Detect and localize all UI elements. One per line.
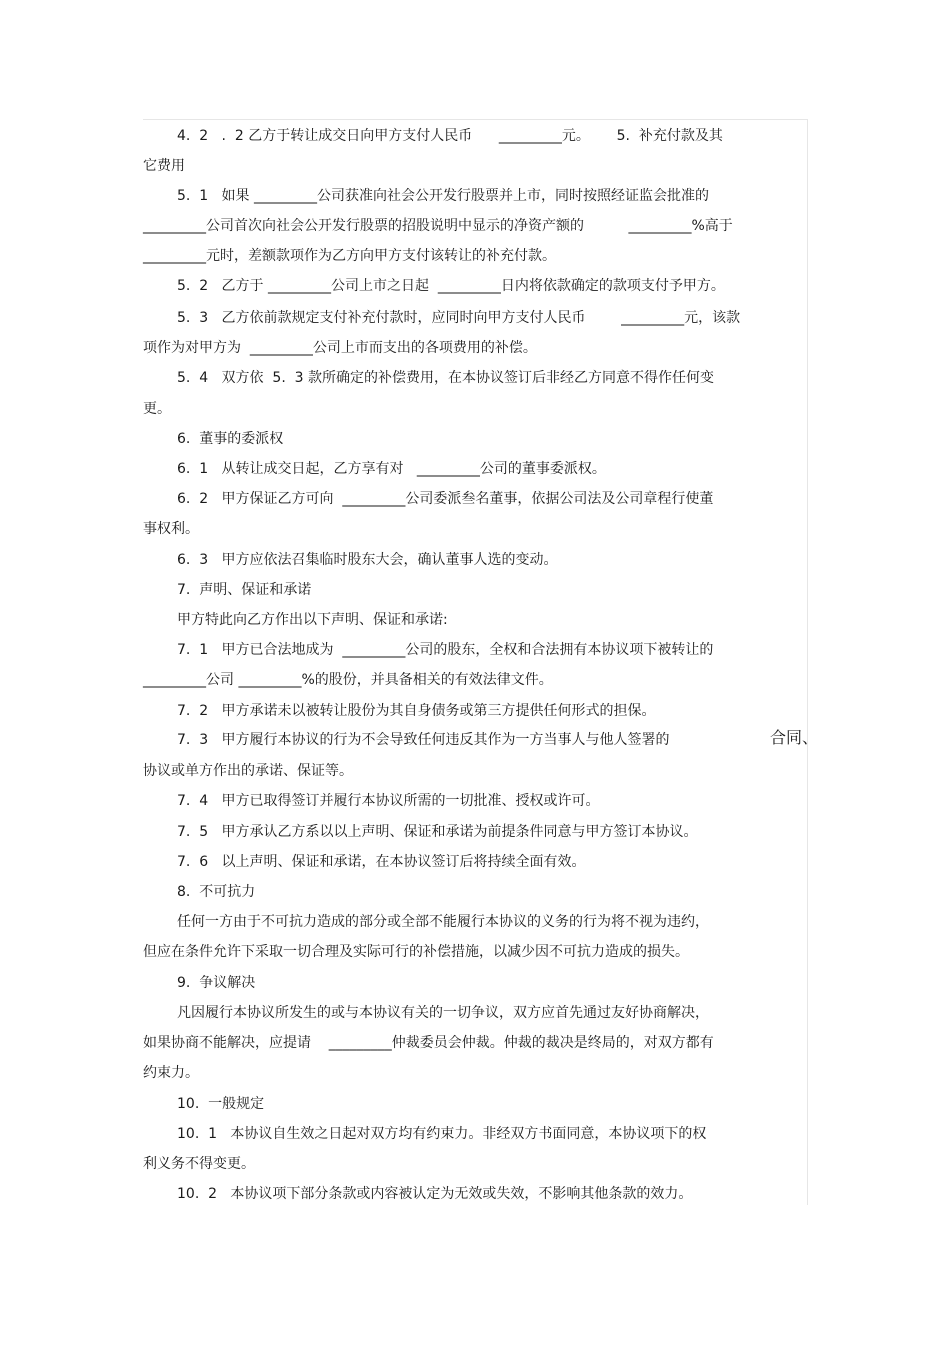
text-line: 7. 3 甲方履行本协议的行为不会导致任何违反其作为一方当事人与他人签署的	[177, 732, 670, 748]
text-line: 5. 3 乙方依前款规定支付补充付款时，应同时向甲方支付人民币 _________元，该款	[177, 310, 741, 326]
text-line: 7. 4 甲方已取得签订并履行本协议所需的一切批准、授权或许可。	[177, 793, 600, 809]
text-line: 但应在条件允许下采取一切合理及实际可行的补偿措施，以减少因不可抗力造成的损失。	[143, 944, 689, 960]
text-line: 7. 1 甲方已合法地成为 _________公司的股东，全权和合法拥有本协议项下被转让的	[177, 642, 714, 658]
text-line: 协议或单方作出的承诺、保证等。	[143, 763, 353, 779]
text-line: _________公司首次向社会公开发行股票的招股说明中显示的净资产额的 _________%高于	[143, 218, 733, 234]
text-line: 4. 2 . 2 乙方于转让成交日向甲方支付人民币 _________元。 5. 补充付款及其	[177, 128, 723, 144]
text-line: 5. 4 双方依 5. 3 款所确定的补偿费用，在本协议签订后非经乙方同意不得作任何变	[177, 370, 715, 386]
section-heading: 10. 一般规定	[177, 1096, 265, 1112]
text-line: 7. 2 甲方承诺未以被转让股份为其自身债务或第三方提供任何形式的担保。	[177, 703, 656, 719]
text-line: 7. 6 以上声明、保证和承诺，在本协议签订后将持续全面有效。	[177, 854, 586, 870]
text-line: 10. 2 本协议项下部分条款或内容被认定为无效或失效，不影响其他条款的效力。	[177, 1186, 693, 1202]
text-line: 6. 2 甲方保证乙方可向 _________公司委派叁名董事，依据公司法及公司章程行使董	[177, 491, 714, 507]
text-line: 甲方特此向乙方作出以下声明、保证和承诺:	[177, 612, 448, 628]
text-line: 如果协商不能解决，应提请 _________仲裁委员会仲裁。仲裁的裁决是终局的，对双方都有	[143, 1035, 714, 1051]
section-heading: 6. 董事的委派权	[177, 431, 284, 447]
section-heading: 9. 争议解决	[177, 975, 256, 991]
text-line: 5. 2 乙方于 _________公司上市之日起 _________日内将依款确定的款项支付予甲方。	[177, 278, 725, 294]
text-line: 约束力。	[143, 1065, 199, 1081]
text-line: 项作为对甲方为 _________公司上市而支出的各项费用的补偿。	[143, 340, 537, 356]
text-line: 6. 3 甲方应依法召集临时股东大会，确认董事人选的变动。	[177, 552, 558, 568]
text-line: 更。	[143, 401, 171, 417]
text-line: 利义务不得变更。	[143, 1156, 255, 1172]
text-line: _________元时，差额款项作为乙方向甲方支付该转让的补充付款。	[143, 248, 556, 264]
text-line: 合同、	[770, 728, 819, 747]
text-line: 事权利。	[143, 521, 199, 537]
text-line: 6. 1 从转让成交日起，乙方享有对 _________公司的董事委派权。	[177, 461, 606, 477]
text-line: 它费用	[143, 158, 185, 174]
text-line: _________公司 _________%的股份，并具备相关的有效法律文件。	[143, 672, 553, 688]
text-line: 任何一方由于不可抗力造成的部分或全部不能履行本协议的义务的行为将不视为违约，	[177, 914, 709, 930]
section-heading: 8. 不可抗力	[177, 884, 256, 900]
section-heading: 7. 声明、保证和承诺	[177, 582, 312, 598]
text-line: 10. 1 本协议自生效之日起对双方均有约束力。非经双方书面同意，本协议项下的权	[177, 1126, 707, 1142]
text-line: 5. 1 如果 _________公司获准向社会公开发行股票并上市，同时按照经证监会批准的	[177, 188, 709, 204]
text-line: 7. 5 甲方承认乙方系以以上声明、保证和承诺为前提条件同意与甲方签订本协议。	[177, 824, 698, 840]
text-line: 凡因履行本协议所发生的或与本协议有关的一切争议，双方应首先通过友好协商解决，	[177, 1005, 709, 1021]
